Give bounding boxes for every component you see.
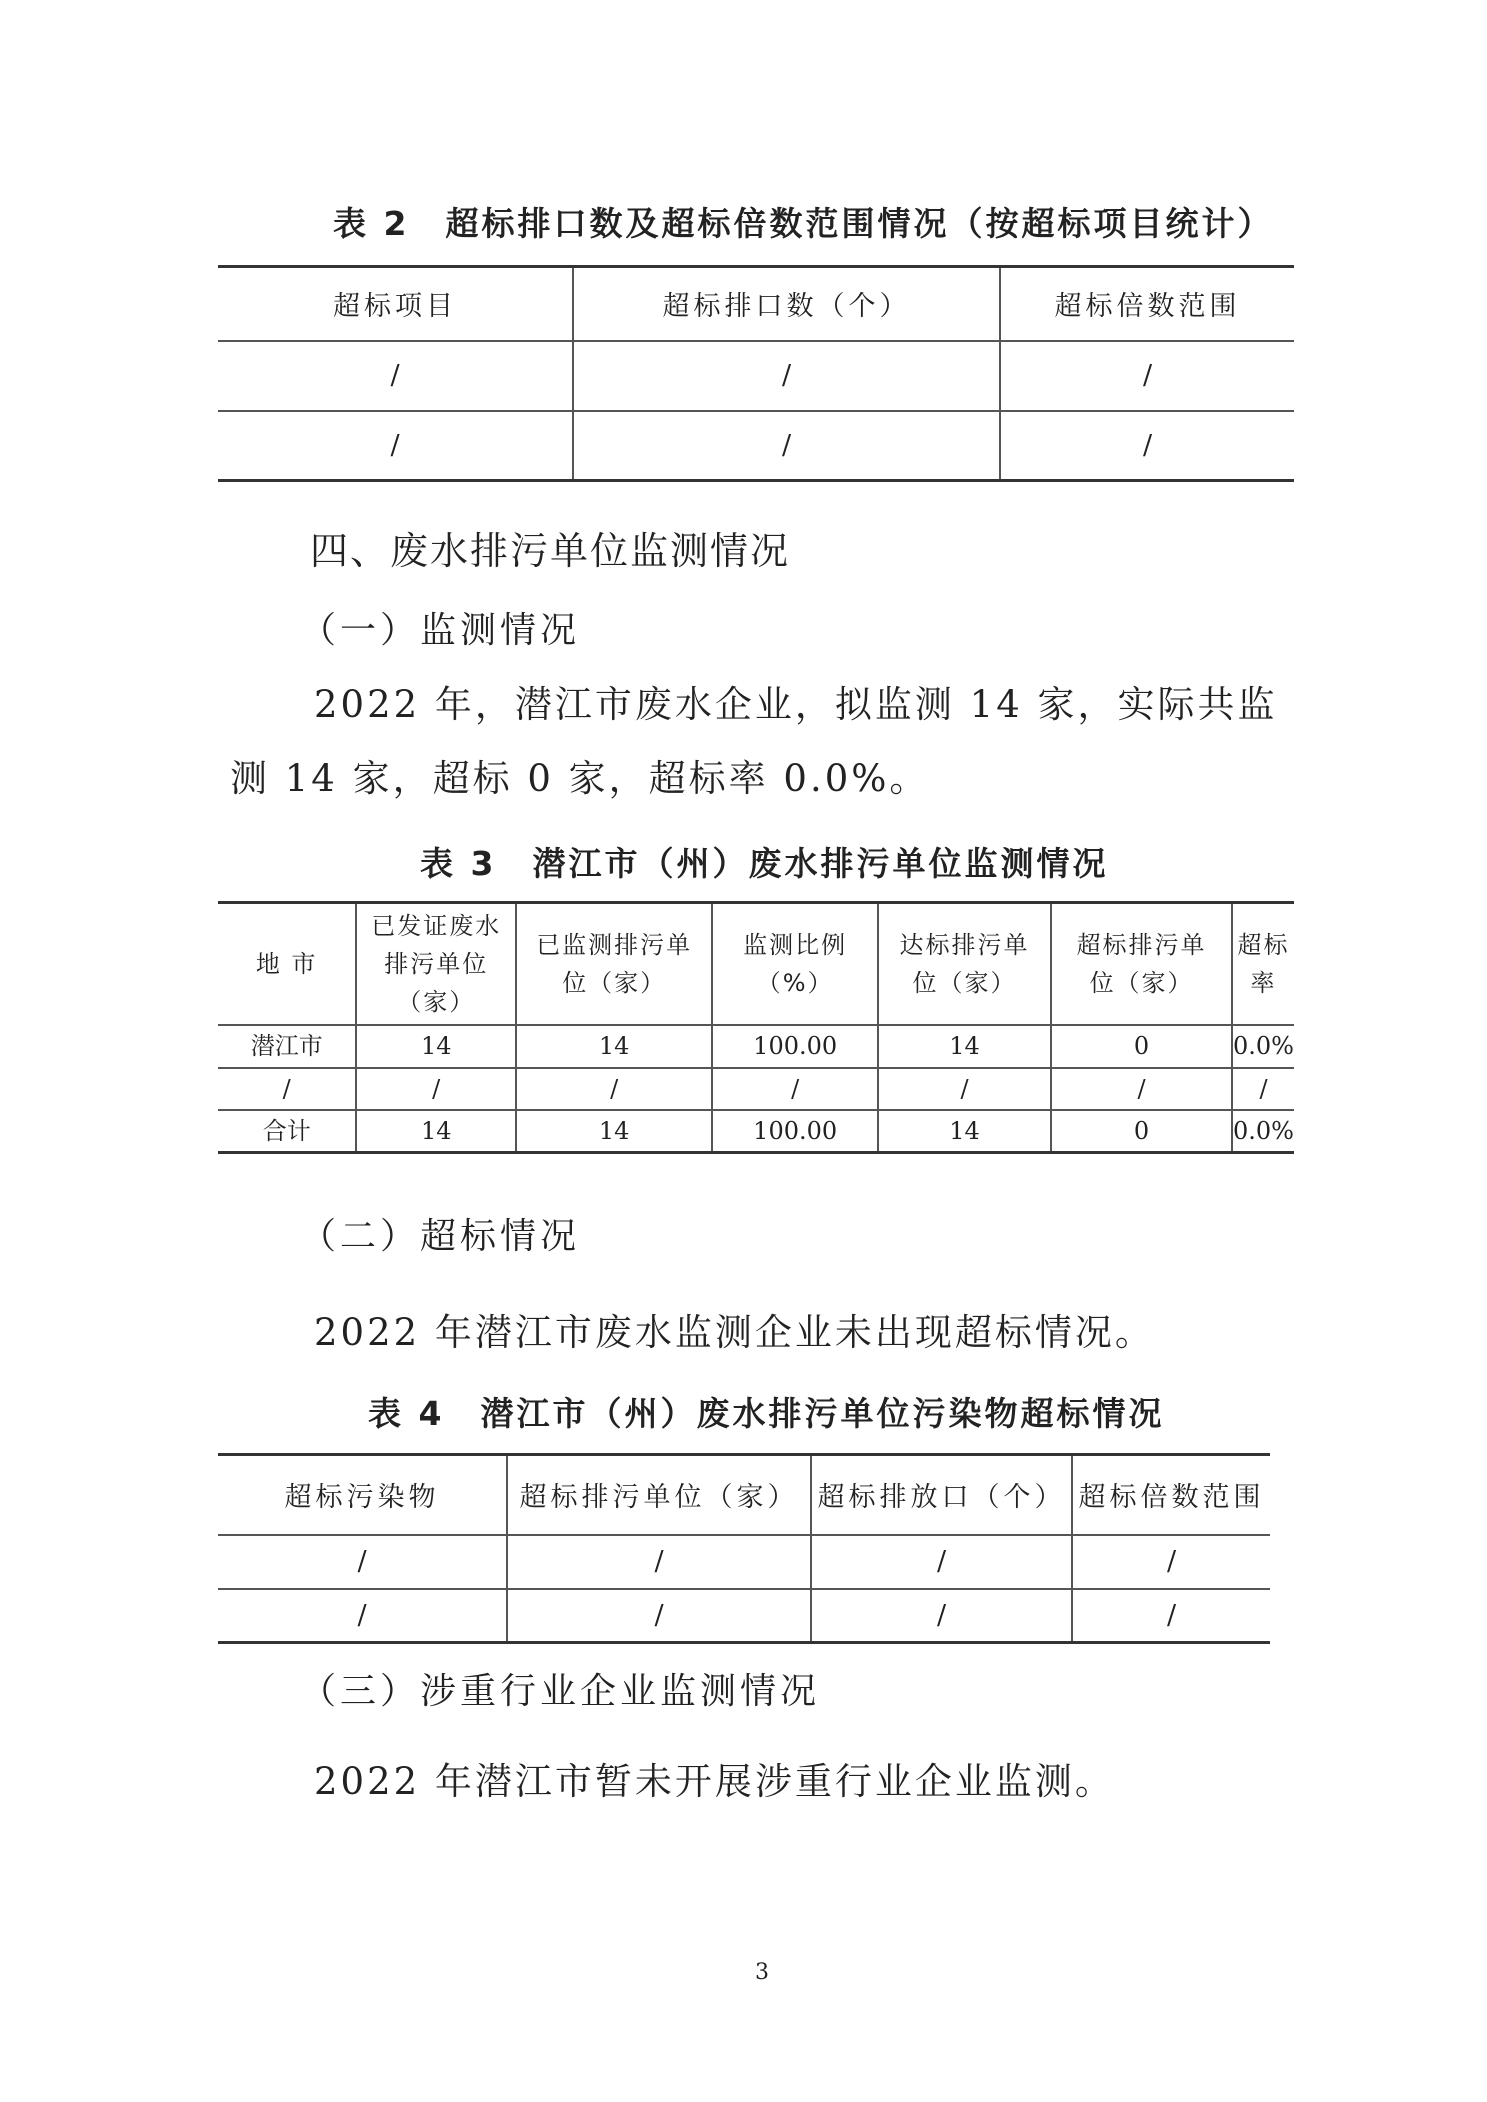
table3-header: 监测比例（%） <box>712 903 878 1025</box>
table-cell: / <box>1232 1068 1294 1110</box>
table2-caption: 表 2 超标排口数及超标倍数范围情况（按超标项目统计） <box>333 204 1274 243</box>
table-cell: 14 <box>516 1110 712 1153</box>
table4-header: 超标倍数范围 <box>1072 1455 1270 1535</box>
subsection-heading: （三）涉重行业企业监测情况 <box>300 1671 821 1712</box>
table4-header: 超标排放口（个） <box>811 1455 1072 1535</box>
table-cell: 100.00 <box>712 1110 878 1153</box>
paragraph: 2022 年潜江市暂未开展涉重行业企业监测。 <box>314 1760 1115 1803</box>
table-row <box>218 1068 1294 1110</box>
table-cell: / <box>1072 1589 1270 1643</box>
table-cell: / <box>218 341 573 411</box>
table-cell: 14 <box>878 1110 1051 1153</box>
table-cell: 0 <box>1051 1110 1232 1153</box>
table-cell: / <box>573 411 1000 481</box>
table-cell: / <box>218 411 573 481</box>
table-cell: 100.00 <box>712 1025 878 1068</box>
table-cell: 14 <box>878 1025 1051 1068</box>
table4-caption: 表 4 潜江市（州）废水排污单位污染物超标情况 <box>368 1394 1165 1433</box>
table-cell: / <box>356 1068 516 1110</box>
table4-header: 超标排污单位（家） <box>507 1455 811 1535</box>
table-cell: 14 <box>516 1025 712 1068</box>
table-cell: 0.0% <box>1232 1110 1294 1153</box>
table3-header: 地 市 <box>218 903 356 1025</box>
table-cell: / <box>218 1589 507 1643</box>
table3-header: 已发证废水排污单位（家） <box>356 903 516 1025</box>
table-row <box>218 1110 1294 1153</box>
paragraph: 2022 年潜江市废水监测企业未出现超标情况。 <box>314 1311 1155 1354</box>
page-number: 3 <box>755 1960 769 1985</box>
table3-header: 已监测排污单位（家） <box>516 903 712 1025</box>
table-cell: / <box>218 1068 356 1110</box>
table3-header: 超标排污单位（家） <box>1051 903 1232 1025</box>
table-cell: / <box>1000 341 1294 411</box>
table3-caption: 表 3 潜江市（州）废水排污单位监测情况 <box>420 844 1109 883</box>
table4-header: 超标污染物 <box>218 1455 507 1535</box>
table-cell: / <box>516 1068 712 1110</box>
table-cell: / <box>507 1589 811 1643</box>
table-cell: 0 <box>1051 1025 1232 1068</box>
subsection-heading: （二）超标情况 <box>300 1216 581 1257</box>
table-cell: / <box>712 1068 878 1110</box>
table-cell: 14 <box>356 1025 516 1068</box>
table3-header: 达标排污单位（家） <box>878 903 1051 1025</box>
table-row <box>218 1589 1270 1643</box>
table-cell: / <box>507 1535 811 1589</box>
table4 <box>218 1453 1270 1644</box>
subsection-heading: （一）监测情况 <box>300 610 581 651</box>
table-cell: 潜江市 <box>218 1025 356 1068</box>
table-cell: / <box>811 1535 1072 1589</box>
table-cell: / <box>573 341 1000 411</box>
table2-header: 超标项目 <box>218 267 573 341</box>
table3 <box>218 901 1294 1154</box>
paragraph: 2022 年，潜江市废水企业，拟监测 14 家，实际共监测 14 家，超标 0 家，超标率 0.0%。 <box>230 683 1278 800</box>
table-cell: / <box>811 1589 1072 1643</box>
table-cell: 0.0% <box>1232 1025 1294 1068</box>
table-row <box>218 1025 1294 1068</box>
table-row <box>218 411 1294 481</box>
table-cell: / <box>1072 1535 1270 1589</box>
section-heading: 四、废水排污单位监测情况 <box>310 529 791 573</box>
table-row <box>218 1535 1270 1589</box>
table-cell: / <box>878 1068 1051 1110</box>
table2-header: 超标排口数（个） <box>573 267 1000 341</box>
table-cell: / <box>218 1535 507 1589</box>
table-row <box>218 341 1294 411</box>
table-cell: / <box>1051 1068 1232 1110</box>
table-cell: / <box>1000 411 1294 481</box>
table-cell: 14 <box>356 1110 516 1153</box>
table3-header: 超标率 <box>1232 903 1294 1025</box>
table2 <box>218 265 1294 482</box>
table2-header: 超标倍数范围 <box>1000 267 1294 341</box>
table-cell: 合计 <box>218 1110 356 1153</box>
